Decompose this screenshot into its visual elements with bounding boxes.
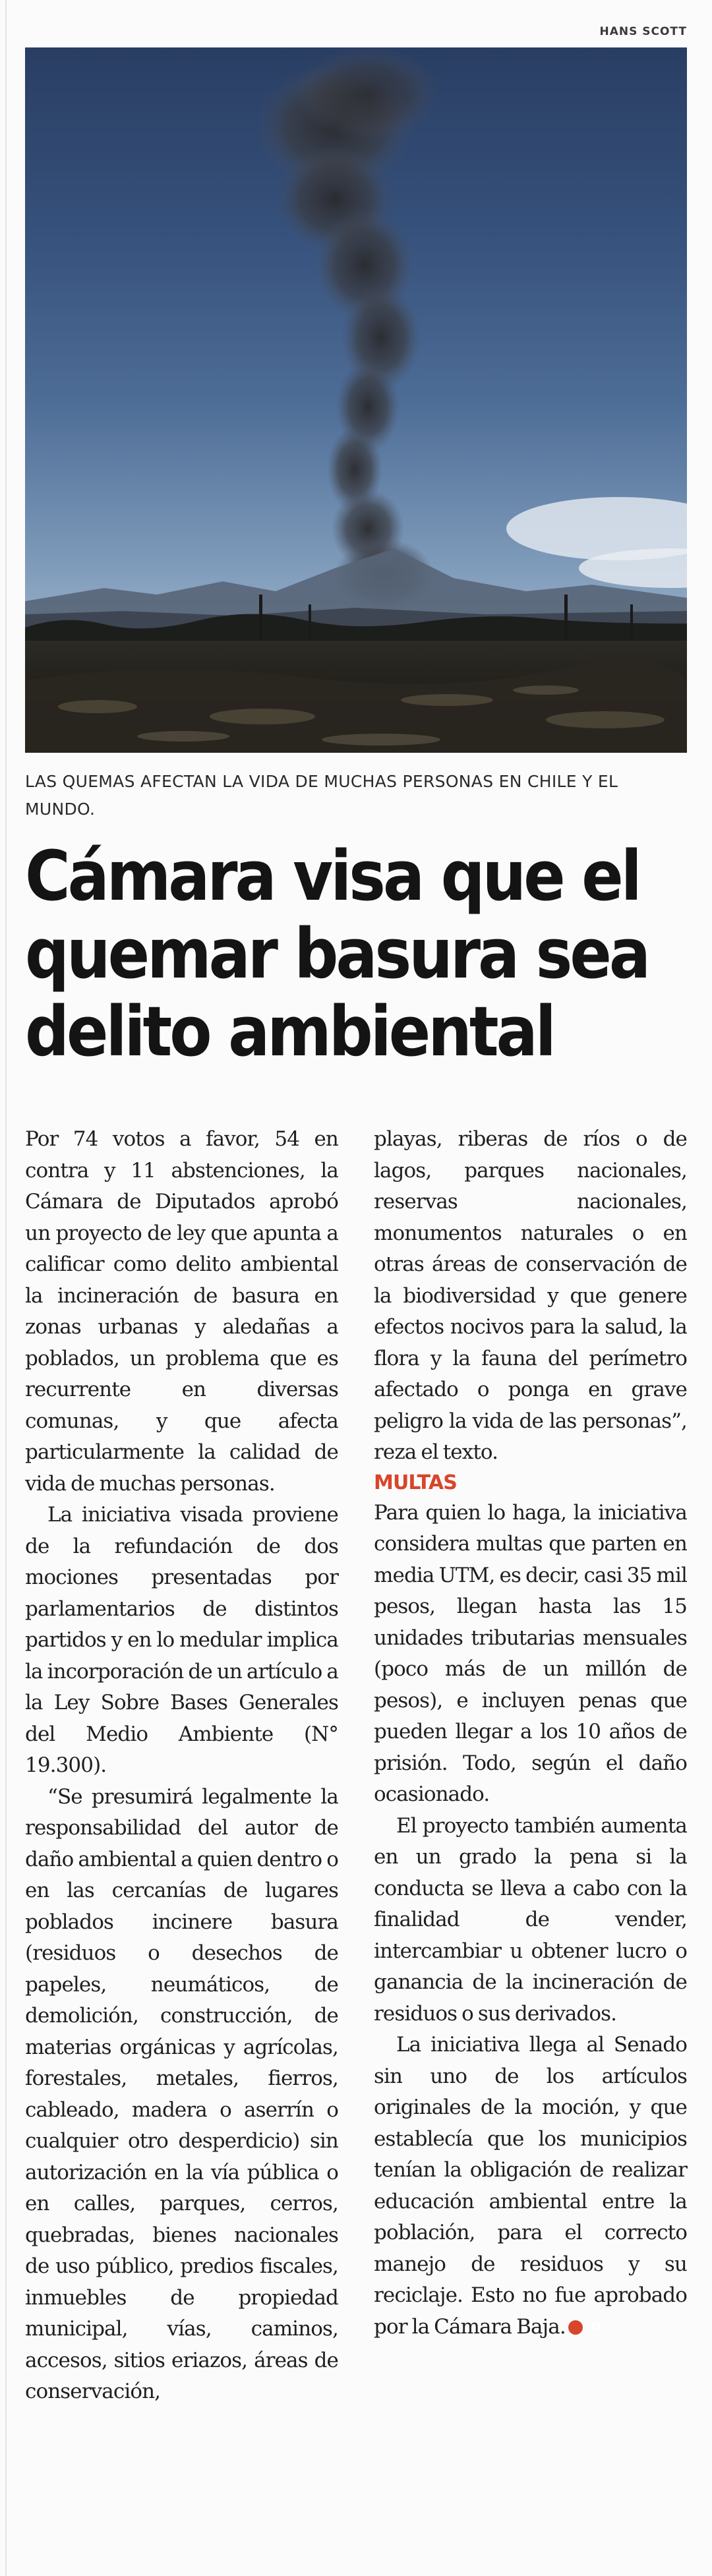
photo-credit: HANS SCOTT bbox=[599, 25, 687, 38]
paragraph: La iniciativa visada proviene de la refundación de dos mociones presentadas por parlamentarios de distintos partidos y en lo medular implica la incorporación de un artículo a la Ley Sobre Bases Generales del Medio Ambiente (N° 19.300). bbox=[25, 1503, 338, 1777]
paragraph: “Se presumirá legalmente la responsabilidad del autor de daño ambiental a quien dentro o en las cercanías de lugares poblados incinere basura (residuos o desechos de papeles, neumáticos, de demolición, construcción, de materias orgánicas y agrícolas, forestales, metales, fierros, cableado, madera o aserrín o cualquier otro desperdicio) sin autorización en la vía pública o en calles, parques, cerros, quebradas, bienes nacionales de uso público, predios fiscales, inmuebles de propiedad municipal, vías, caminos, accesos, sitios eriazos, áreas de conservación, bbox=[25, 1784, 338, 2403]
headline: Cámara visa que el quemar basura sea delito ambiental bbox=[25, 836, 648, 1072]
paragraph: Por 74 votos a favor, 54 en contra y 11 abstenciones, la Cámara de Diputados aprobó un proyecto de ley que apunta a calificar como delito ambiental la incineración de basura en zonas urbanas y aledañas a poblados, un problema que es recurrente en diversas comunas, y que afecta particularmente la calidad de vida de muchas personas. bbox=[25, 1127, 338, 1496]
paragraph: playas, riberas de ríos o de lagos, parques nacionales, reservas nacionales, monumentos naturales o en otras áreas de conservación de la biodiversidad y que genere efectos nocivos para la salud, la flora y la fauna del perímetro afectado o ponga en grave peligro la vida de las personas”, reza el texto. bbox=[374, 1127, 687, 1464]
section-subhead: MULTAS bbox=[374, 1471, 457, 1494]
article-column-left bbox=[25, 1124, 338, 2408]
photo-caption: LAS QUEMAS AFECTAN LA VIDA DE MUCHAS PERSONAS EN CHILE Y EL MUNDO. bbox=[25, 772, 618, 819]
news-photo bbox=[25, 47, 687, 753]
article-column-right bbox=[374, 1124, 687, 2343]
paragraph: Para quien lo haga, la iniciativa considera multas que parten en media UTM, es decir, casi 35 mil pesos, llegan hasta las 15 unidades tributarias mensuales (poco más de un millón de pesos), e incluyen penas que pueden llegar a los 10 años de prisión. Todo, según el daño ocasionado. bbox=[374, 1500, 687, 1806]
smoke-landscape-illustration bbox=[25, 47, 687, 753]
article-end-icon: ✪ bbox=[568, 2320, 583, 2335]
paragraph-last bbox=[374, 2030, 687, 2343]
paragraph-text: La iniciativa llega al Senado sin uno de los artículos originales de la moción, y que establecía que los municipios tenían la obligación de realizar educación ambiental entre la población, para el correcto manejo de residuos y su reciclaje. Esto no fue aprobado por la Cámara Baja. bbox=[374, 2033, 687, 2339]
page-margin-rule bbox=[5, 0, 7, 2576]
paragraph: El proyecto también aumenta en un grado la pena si la conducta se lleva a cabo con la finalidad de vender, intercambiar u obtener lucro o ganancia de la incineración de residuos o sus derivados. bbox=[374, 1813, 687, 2026]
